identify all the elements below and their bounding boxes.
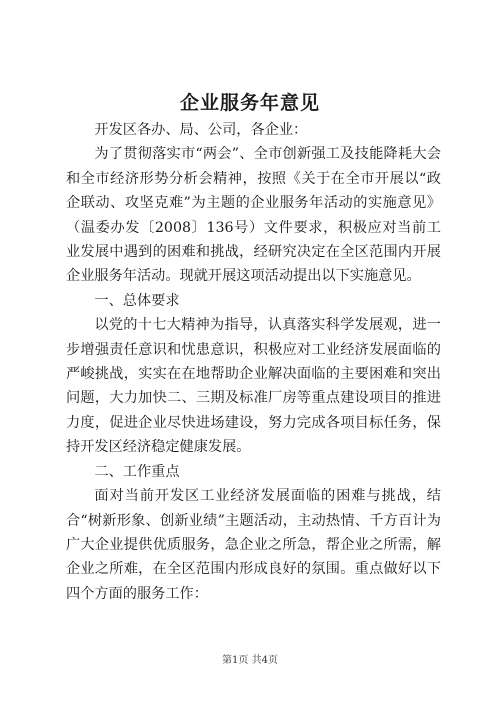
work-focus-paragraph: 面对当前开发区工业经济发展面临的困难与挑战，结合“树新形象、创新业绩”主题活动，主动热情、千方百计为广大企业提供优质服务，急企业之所急，帮企业之所需，解企业之所难，在全区范围内形成良好的氛围。重点做好以下四个方面的服务工作：	[66, 488, 441, 602]
general-requirements-paragraph: 以党的十七大精神为指导，认真落实科学发展观，进一步增强责任意识和忧患意识，积极应对工业经济发展面临的严峻挑战，实实在在地帮助企业解决面临的主要困难和突出问题，大力加快二、三期及标准厂房等重点建设项目的推进力度，促进企业尽快进场建设，努力完成各项目标任务，保持开发区经济稳定健康发展。	[66, 317, 441, 456]
section-heading-general-requirements: 一、总体要求	[94, 292, 180, 309]
page-number-footer: 第1页 共4页	[222, 655, 278, 666]
intro-paragraph: 为了贯彻落实市“两会”、全市创新强工及技能降耗大会和全市经济形势分析会精神，按照《关于在全市开展以“政企联动、攻坚克难”为主题的企业服务年活动的实施意见》（温委办发〔2008〕136号）文件要求，积极应对当前工业发展中遇到的困难和挑战，经研究决定在全区范围内开展企业服务年活动。现就开展这项活动提出以下实施意见。	[66, 146, 441, 285]
section-heading-work-focus: 二、工作重点	[94, 463, 180, 480]
salutation-paragraph: 开发区各办、局、公司，各企业：	[94, 122, 308, 138]
document-body	[66, 118, 441, 606]
document-title: 企业服务年意见	[179, 92, 320, 114]
